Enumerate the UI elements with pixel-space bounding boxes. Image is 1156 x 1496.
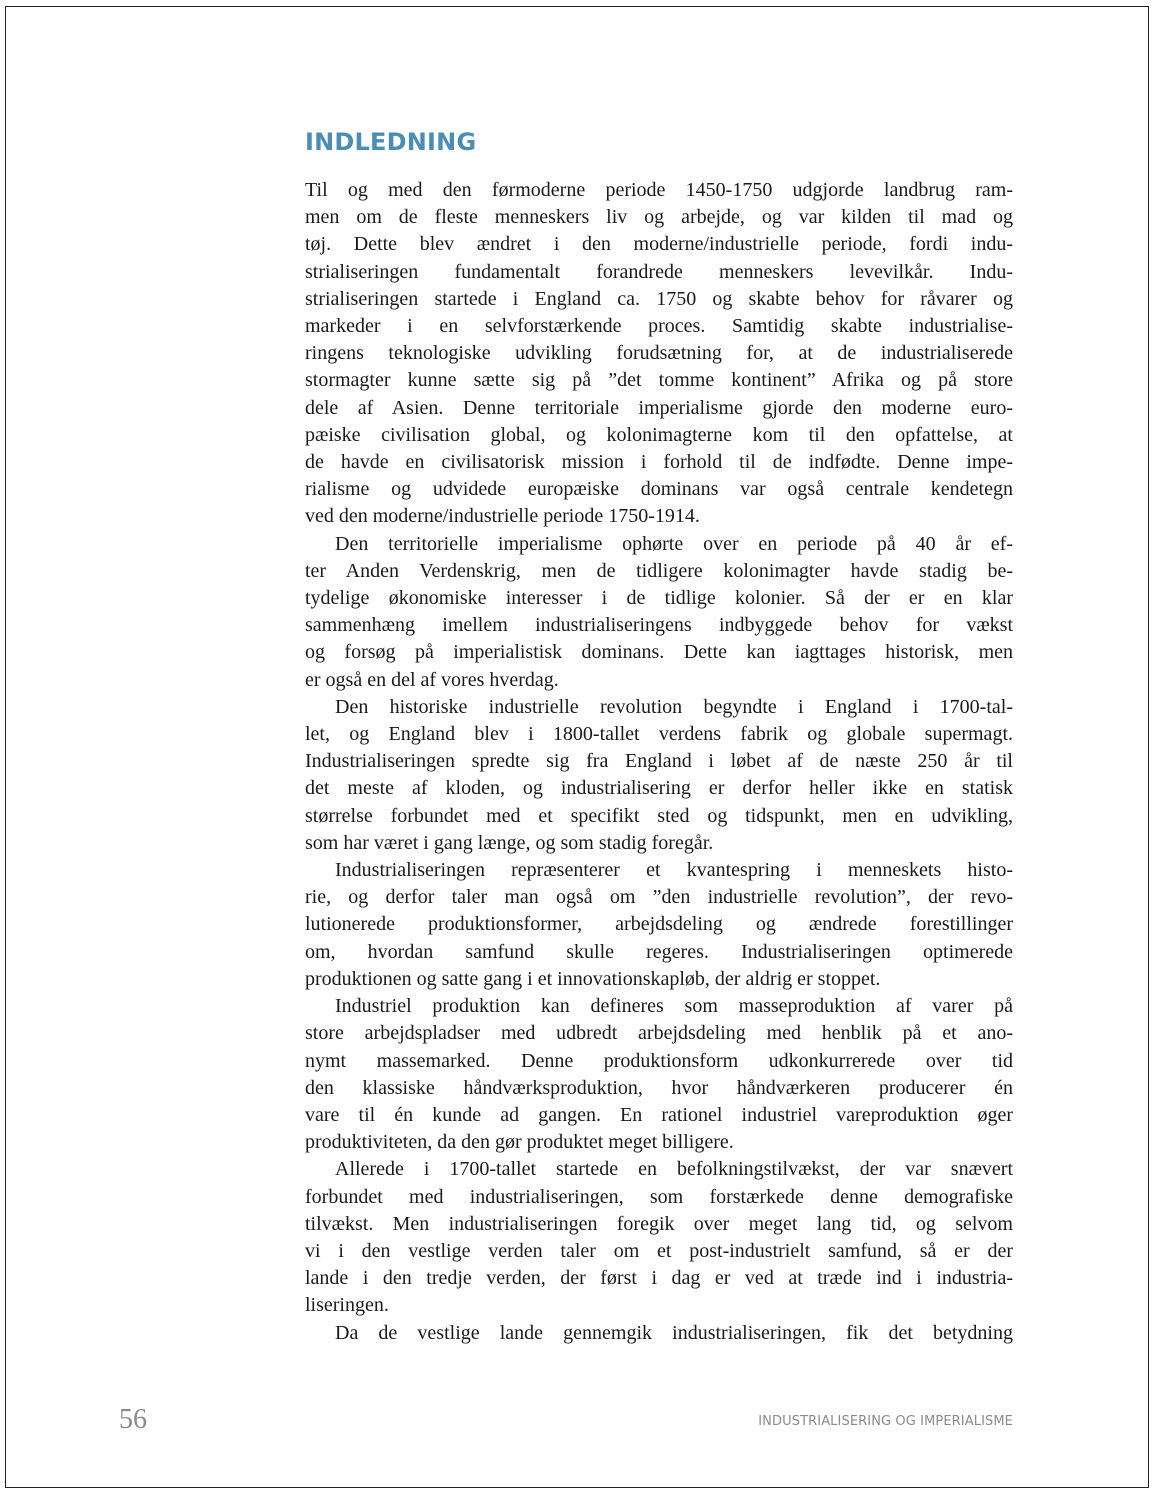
text-line: Industrialiseringen spredte sig fra England i løbet af de næste 250 år til	[305, 750, 1013, 773]
text-line: store arbejdspladser med udbredt arbejdsdeling med henblik på et ano-	[305, 1022, 1013, 1045]
text-line: og forsøg på imperialistisk dominans. Dette kan iagttages historisk, men	[305, 641, 1013, 664]
text-line: strialiseringen startede i England ca. 1750 og skabte behov for råvarer og	[305, 287, 1013, 310]
text-line: Den historiske industrielle revolution begyndte i England i 1700-tal-	[335, 695, 1013, 718]
text-line: Allerede i 1700-tallet startede en befolkningstilvækst, der var snævert	[335, 1158, 1013, 1181]
text-line: som har været i gang længe, og som stadig foregår.	[305, 831, 714, 854]
text-line: Til og med den førmoderne periode 1450-1750 udgjorde landbrug ram-	[305, 179, 1013, 201]
text-line: tydelige økonomiske interesser i de tidlige kolonier. Så der er en klar	[305, 587, 1013, 610]
text-line: de havde en civilisatorisk mission i forhold til de indfødte. Denne impe-	[305, 451, 1013, 474]
paragraph	[305, 1156, 1013, 1319]
text-line: vi i den vestlige verden taler om et post-industrielt samfund, så er der	[305, 1239, 1013, 1262]
text-line: er også en del af vores hverdag.	[305, 668, 559, 691]
text-line: tøj. Dette blev ændret i den moderne/industrielle periode, fordi indu-	[305, 233, 1013, 256]
text-line: om, hvordan samfund skulle regeres. Industrialiseringen optimerede	[305, 940, 1013, 963]
text-line: Industrialiseringen repræsenterer et kvantespring i menneskets histo-	[335, 859, 1013, 882]
text-line: den klassiske håndværksproduktion, hvor håndværkeren producerer én	[305, 1076, 1013, 1099]
text-line: men om de fleste menneskers liv og arbejde, og var kilden til mad og	[305, 206, 1013, 229]
text-line: lande i den tredje verden, der først i dag er ved at træde ind i industria-	[305, 1267, 1013, 1290]
text-line: nymt massemarked. Denne produktionsform udkonkurrerede over tid	[305, 1049, 1013, 1072]
text-line: liseringen.	[305, 1294, 389, 1317]
text-line: det meste af kloden, og industrialisering er derfor heller ikke en statisk	[305, 777, 1013, 800]
text-line: produktiviteten, da den gør produktet meget billigere.	[305, 1131, 734, 1154]
text-line: sammenhæng imellem industrialiseringens indbyggede behov for vækst	[305, 614, 1013, 637]
text-line: ter Anden Verdenskrig, men de tidligere kolonimagter havde stadig be-	[305, 559, 1013, 582]
section-heading: INDLEDNING	[305, 128, 477, 156]
text-line: vare til én kunde ad gangen. En rationel industriel vareproduktion øger	[305, 1103, 1013, 1126]
text-line: Da de vestlige lande gennemgik industrialiseringen, fik det betydning	[335, 1321, 1013, 1344]
running-title: INDUSTRIALISERING OG IMPERIALISME	[758, 1414, 1013, 1429]
text-line: produktionen og satte gang i et innovationskapløb, der aldrig er stoppet.	[305, 967, 881, 990]
text-line: lutionerede produktionsformer, arbejdsdeling og ændrede forestillinger	[305, 913, 1013, 936]
text-line: rie, og derfor taler man også om ”den industrielle revolution”, der revo-	[305, 886, 1013, 909]
text-line: ved den moderne/industrielle periode 1750-1914.	[305, 505, 700, 528]
text-line: strialiseringen fundamentalt forandrede menneskers levevilkår. Indu-	[305, 260, 1013, 283]
paragraph	[305, 993, 1013, 1156]
text-line: rialisme og udvidede europæiske dominans var også centrale kendetegn	[305, 478, 1013, 501]
text-line: Industriel produktion kan defineres som masseproduktion af varer på	[335, 995, 1013, 1018]
text-line: let, og England blev i 1800-tallet verdens fabrik og globale supermagt.	[305, 723, 1013, 746]
text-line: stormagter kunne sætte sig på ”det tomme kontinent” Afrika og på store	[305, 369, 1013, 392]
text-line: forbundet med industrialiseringen, som forstærkede denne demografiske	[305, 1185, 1013, 1208]
body-text	[305, 177, 1013, 1347]
text-line: tilvækst. Men industrialiseringen foregik over meget lang tid, og selvom	[305, 1212, 1013, 1235]
text-line: Den territorielle imperialisme ophørte over en periode på 40 år ef-	[335, 532, 1013, 555]
text-line: ringens teknologiske udvikling forudsætning for, at de industrialiserede	[305, 342, 1013, 365]
text-line: markeder i en selvforstærkende proces. Samtidig skabte industrialise-	[305, 315, 1013, 338]
paragraph	[305, 177, 1013, 531]
text-line: størrelse forbundet med et specifikt sted og tidspunkt, men en udvikling,	[305, 804, 1013, 827]
paragraph	[305, 694, 1013, 857]
page-number: 56	[119, 1404, 147, 1435]
text-line: dele af Asien. Denne territoriale imperialisme gjorde den moderne euro-	[305, 396, 1013, 419]
paragraph	[305, 857, 1013, 993]
paragraph	[305, 531, 1013, 694]
text-line: pæiske civilisation global, og kolonimagterne kom til den opfattelse, at	[305, 423, 1013, 446]
paragraph	[305, 1320, 1013, 1347]
